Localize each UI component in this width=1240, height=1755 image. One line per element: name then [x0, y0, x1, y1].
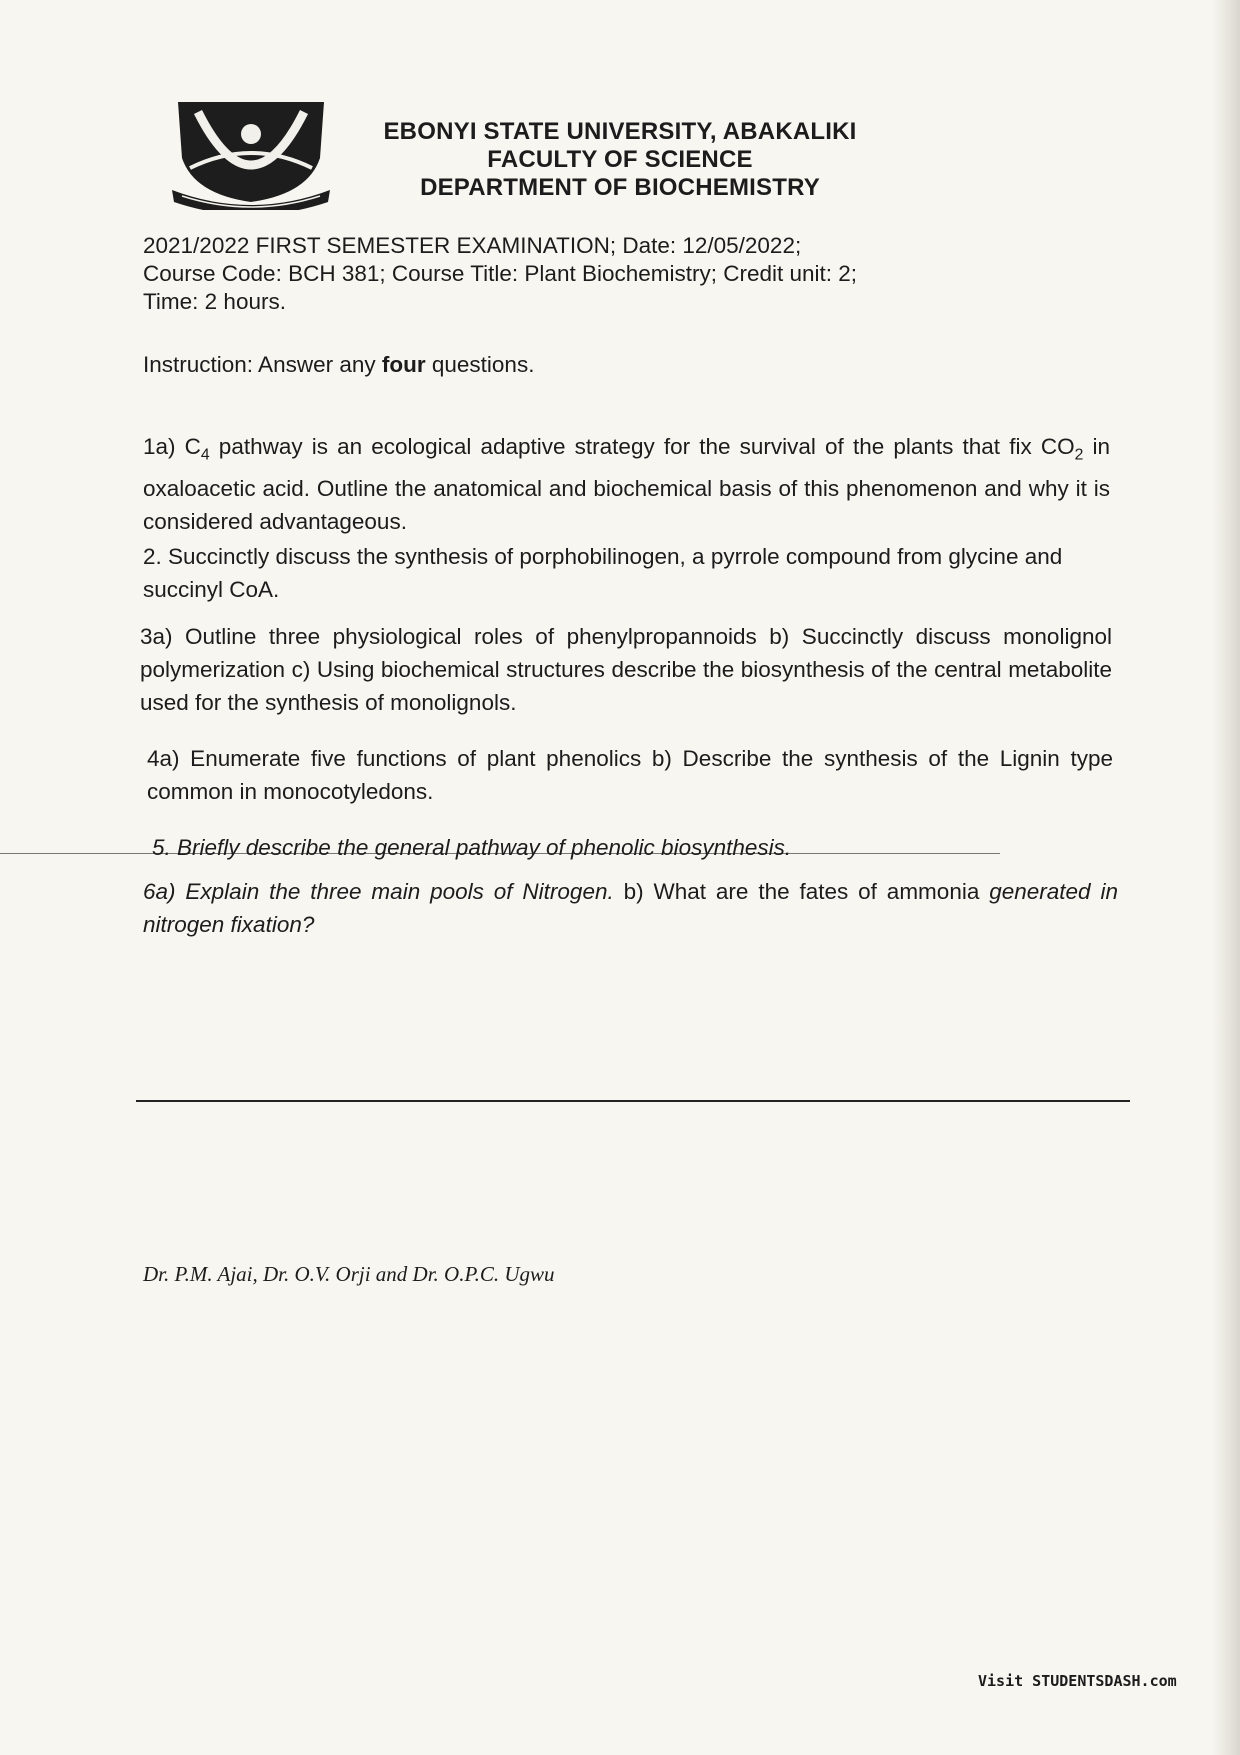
page-edge-shadow	[1212, 0, 1240, 1755]
question-6-part-c: generated in nitrogen fixation?	[143, 879, 1118, 937]
question-5: 5. Briefly describe the general pathway of phenolic biosynthesis.	[152, 835, 792, 860]
faculty-name: FACULTY OF SCIENCE	[487, 146, 753, 173]
instruction-prefix: Instruction: Answer any	[143, 352, 382, 377]
exam-instruction	[143, 352, 534, 378]
question-1-part-a: 1a) C	[143, 434, 201, 459]
question-1-part-b: pathway is an ecological adaptive strategy for the survival of the plants that fix CO	[209, 434, 1075, 459]
university-name: EBONYI STATE UNIVERSITY, ABAKALIKI	[383, 118, 857, 145]
exam-meta	[143, 232, 1143, 316]
exam-session-date: 2021/2022 FIRST SEMESTER EXAMINATION; Date: 12/05/2022;	[143, 233, 802, 258]
exam-duration: Time: 2 hours.	[143, 289, 286, 314]
instruction-emphasis: four	[381, 352, 426, 377]
question-4: 4a) Enumerate five functions of plant phenolics b) Describe the synthesis of the Lignin type common in monocotyledons.	[147, 746, 1113, 804]
question-2: 2. Succinctly discuss the synthesis of porphobilinogen, a pyrrole compound from glycine and succinyl CoA.	[143, 544, 1063, 602]
exam-header	[360, 118, 880, 202]
separator-line	[136, 1100, 1130, 1102]
examiners: Dr. P.M. Ajai, Dr. O.V. Orji and Dr. O.P.C. Ugwu	[143, 1262, 555, 1286]
question-1-part-c: in oxaloacetic acid. Outline the anatomical and biochemical basis of this phenomenon and why it is considered advantageous.	[143, 434, 1110, 534]
question-1-subscript-4: 4	[200, 446, 210, 464]
university-crest-icon	[168, 98, 334, 210]
website-watermark: Visit STUDENTSDASH.com	[978, 1672, 1177, 1690]
question-3: 3a) Outline three physiological roles of phenylpropannoids b) Succinctly discuss monolignol polymerization c) Using biochemical structures describe the biosynthesis of the central metabolite used for the synthesis of monolignols.	[140, 624, 1112, 715]
course-info: Course Code: BCH 381; Course Title: Plant Biochemistry; Credit unit: 2;	[143, 261, 858, 286]
instruction-suffix: questions.	[425, 352, 535, 377]
department-name: DEPARTMENT OF BIOCHEMISTRY	[420, 174, 820, 201]
question-6	[143, 875, 1118, 941]
question-6-part-b: b) What are the fates of ammonia	[613, 879, 990, 904]
question-1-subscript-2: 2	[1074, 446, 1084, 464]
question-1	[143, 430, 1110, 538]
question-6-part-a: 6a) Explain the three main pools of Nitrogen.	[143, 879, 614, 904]
